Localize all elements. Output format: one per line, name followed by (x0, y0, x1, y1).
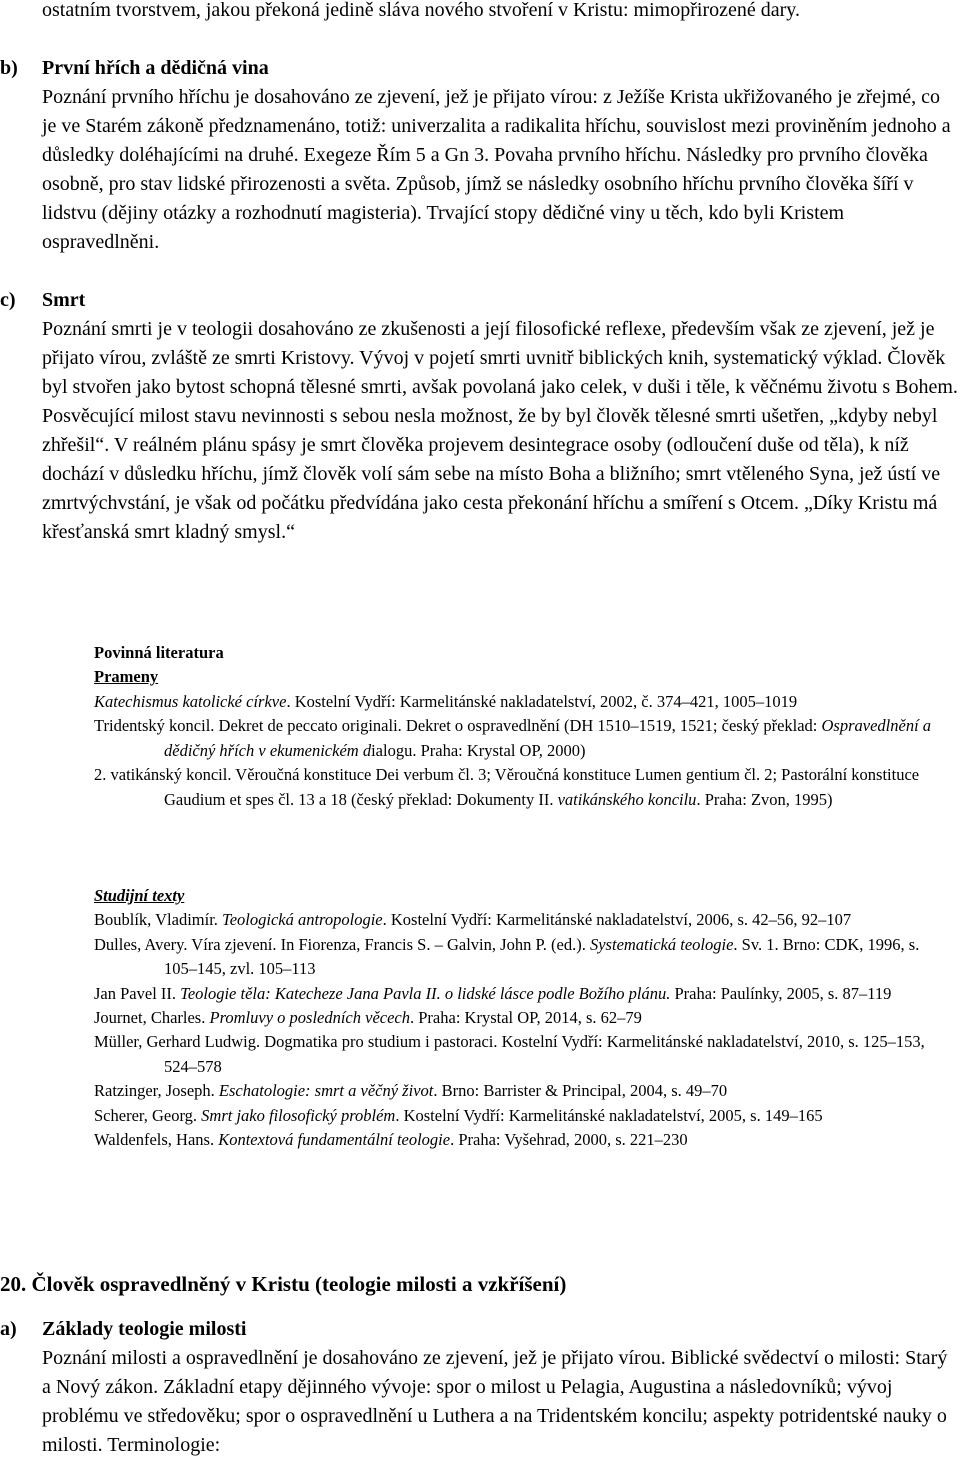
study-title: Teologická antropologie (222, 910, 383, 930)
literature-heading: Povinná literatura (94, 643, 224, 662)
section-b-heading (0, 54, 958, 83)
section-b-label: b) (0, 57, 18, 79)
study-title: Kontextová fundamentální teologie (218, 1130, 451, 1150)
source-item (94, 714, 954, 763)
studies-list (94, 884, 954, 1152)
source-details: ialogu. Praha: Krystal OP, 2000) (371, 740, 586, 760)
study-details: Praha: Paulínky, 2005, s. 87–119 (670, 983, 892, 1003)
study-item (94, 1128, 954, 1152)
section-a-body: Poznání milosti a ospravedlnění je dosahováno ze zjevení, jež je přijato vírou. Biblické svědectví o milosti: Starý a Nový zákon. Základní etapy dějinného vývoje: spor o milost u Pelagia, Augustina a následovníků; vývoj problému ve středověku; spor o ospravedlnění u Luthera a na Tridentském koncilu; aspekty potridentské nauky o milosti. Terminologie: (42, 1347, 948, 1456)
section-a-title: Základy teologie milosti (42, 1318, 247, 1340)
source-details: 2. vatikánský koncil. Věroučná konstituce Dei verbum čl. 3; Věroučná konstituce Lumen gentium čl. 2; Pastorální konstituce Gaudium et spes čl. 13 a 18 (český překlad: Dokumenty II. (94, 765, 920, 809)
chapter-title: Člověk ospravedlněný v Kristu (teologie milosti a vzkříšení) (31, 1272, 567, 1296)
source-title: Ospravedlnění a dědičný hřích v ekumenickém d (164, 716, 932, 760)
source-details: Tridentský koncil. Dekret de peccato originali. Dekret o ospravedlnění (DH 1510–1519, 1521; český překlad: (94, 716, 822, 736)
section-c-heading (0, 286, 958, 315)
study-details: Jan Pavel II. (94, 983, 181, 1003)
section-b-body: Poznání prvního hříchu je dosahováno ze zjevení, jež je přijato vírou: z Ježíše Krista ukřižovaného je zřejmé, co je ve Starém zákoně předznamenáno, totiž: univerzalita a radikalita hříchu, souvislost mezi proviněním jednoho a důsledky doléhajícími na druhé. Exegeze Řím 5 a Gn 3. Povaha prvního hříchu. Následky pro prvního člověka osobně, pro stav lidské přirozenosti a světa. Způsob, jímž se následky osobního hříchu prvního člověka šíří v lidstvu (dějiny otázky a rozhodnutí magisteria). Trvající stopy dědičné viny u těch, kdo byli Kristem ospravedlněni. (42, 86, 951, 253)
study-details: Müller, Gerhard Ludwig. Dogmatika pro studium i pastoraci. Kostelní Vydří: Karmelitánské nakladatelství, 2010, s. 125–153, 524–578 (94, 1032, 925, 1076)
section-b (0, 54, 958, 257)
study-item (94, 1006, 954, 1030)
section-c (0, 286, 958, 547)
study-title: Teologie těla: Katecheze Jana Pavla II. o lidské lásce podle Božího plánu. (180, 983, 671, 1003)
sources-list (94, 690, 954, 812)
study-details: Waldenfels, Hans. (94, 1130, 219, 1150)
source-item (94, 690, 954, 714)
source-title: Katechismus katolické církve (94, 692, 287, 711)
chapter-number: 20. (0, 1272, 27, 1296)
study-details: . Brno: Barrister & Principal, 2004, s. 49–70 (433, 1081, 728, 1101)
studies-heading: Studijní texty (94, 886, 185, 905)
section-c-title: Smrt (42, 289, 86, 311)
study-details: . Praha: Vyšehrad, 2000, s. 221–230 (450, 1130, 688, 1150)
study-title: Systematická teologie (589, 934, 734, 954)
chapter-heading (0, 1270, 958, 1299)
literature-block (94, 641, 958, 690)
study-details: Dulles, Avery. Víra zjevení. In Fiorenza, Francis S. – Galvin, John P. (ed.). (94, 934, 590, 954)
study-details: . Kostelní Vydří: Karmelitánské nakladatelství, 2006, s. 42–56, 92–107 (382, 910, 852, 930)
continuation-paragraph (0, 0, 960, 25)
sources-heading: Prameny (94, 667, 159, 687)
study-details: Boublík, Vladimír. (94, 910, 223, 930)
study-item (94, 1104, 954, 1128)
section-c-body: Poznání smrti je v teologii dosahováno ze zkušenosti a její filosofické reflexe, především však ze zjevení, jež je přijato vírou, zvláště ze smrti Kristovy. Vývoj v pojetí smrti uvnitř biblických knih, systematický výklad. Člověk byl stvořen jako bytost schopná tělesné smrti, avšak povolaná jako celek, v duši i těle, k věčnému životu s Bohem. Posvěcující milost stavu nevinnosti s sebou nesla možnost, že by byl člověk tělesné smrti ušetřen, „kdyby nebyl zhřešil“. V reálném plánu spásy je smrt člověka projevem desintegrace osoby (odloučení duše od těla), k níž dochází v důsledku hříchu, jímž člověk volí sám sebe na místo Boha a bližního; smrt vtěleného Syna, jež ústí ve zmrtvýchvstání, je však od počátku předvídána jako cesta překonání hříchu a smíření s Otcem. „Díky Kristu má křesťanská smrt kladný smysl.“ (42, 318, 958, 543)
study-item (94, 1030, 954, 1079)
study-details: . Praha: Krystal OP, 2014, s. 62–79 (410, 1008, 642, 1028)
source-details: . Kostelní Vydří: Karmelitánské nakladatelství, 2002, č. 374–421, 1005–1019 (286, 692, 798, 711)
study-details: . Kostelní Vydří: Karmelitánské nakladatelství, 2005, s. 149–165 (395, 1105, 823, 1125)
study-item (94, 1079, 954, 1103)
source-title: vatikánského koncilu (557, 789, 697, 809)
study-item (94, 908, 954, 932)
study-item (94, 933, 954, 982)
section-a-label: a) (0, 1318, 17, 1340)
study-item (94, 982, 954, 1006)
section-a-heading (0, 1315, 958, 1344)
study-details: Journet, Charles. (94, 1008, 210, 1028)
study-title: Smrt jako filosofický problém (201, 1105, 396, 1125)
source-details: . Praha: Zvon, 1995) (696, 789, 833, 809)
study-details: . Sv. 1. Brno: CDK, 1996, s. 105–145, zvl. 105–113 (164, 934, 920, 979)
section-a (0, 1315, 958, 1460)
study-title: Promluvy o posledních věcech (209, 1008, 410, 1028)
study-details: Ratzinger, Joseph. (94, 1081, 219, 1101)
study-details: Scherer, Georg. (94, 1105, 202, 1125)
section-b-title: První hřích a dědičná vina (42, 57, 269, 79)
continuation-text: ostatním tvorstvem, jakou překoná jedině sláva nového stvoření v Kristu: mimopřirozené dary. (42, 0, 800, 21)
study-title: Eschatologie: smrt a věčný život (218, 1081, 434, 1101)
section-c-label: c) (0, 289, 16, 311)
source-item (94, 763, 954, 812)
